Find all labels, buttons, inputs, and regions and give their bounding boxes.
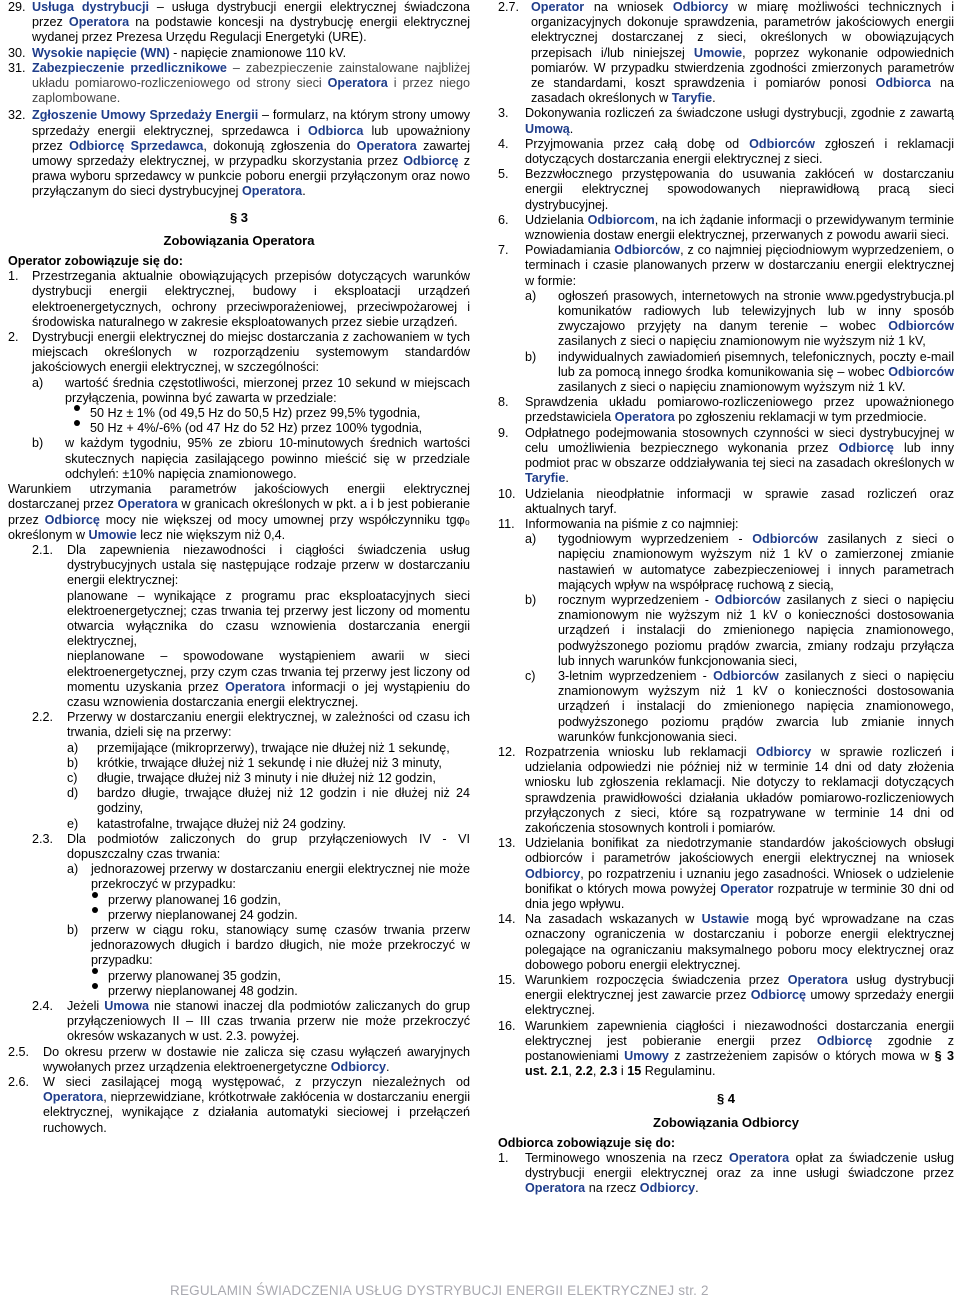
item-letter: b) [32, 436, 44, 451]
text: nieplanowane – spowodowane wystąpieniem awarii w sieci elektroenergetycznej, przy czym czas trwania tej przerwy jest liczony od momentu uzyskania przez [67, 649, 470, 694]
text: Przestrzegania aktualnie obowiązujących przepisów dotyczących warunków dystrybucji energii elektrycznej, budowy i eksploatacji urządzeń elektroenergetycznych, ochrony przeciwporażeniowej, przeciwpożarowej i środowiska naturalnego w zakresie eksploatowanych przez siebie urządzeń. [32, 269, 470, 329]
text: po zgłoszeniu reklamacji w tym przedmiocie. [674, 410, 927, 425]
text: przemijające (mikroprzerwy), trwające nie dłużej niż 1 sekundę, [97, 740, 450, 755]
section-number: § 3 [229, 209, 249, 225]
term: Odbiorcy [525, 866, 581, 881]
text: lecz nie większym niż 0,4. [136, 527, 286, 542]
text: Dystrybucji energii elektrycznej do miejsc dostarczania z zachowaniem w tych miejscach określonych w rozporządzeniu systemowym standardów jakościowych energii elektrycznej, w szczególności: [32, 330, 470, 375]
term: Operatora [225, 679, 286, 694]
text: przerwy nieplanowanej 24 godzin. [108, 907, 298, 922]
text: na zasadach określonych w [531, 76, 954, 106]
list-item [8, 756, 470, 771]
text: . [695, 1181, 699, 1196]
term: Odbiorcę [816, 1033, 873, 1048]
text: Przyjmowania przez całą dobę od [525, 136, 750, 151]
item-number: 2.2. [32, 710, 54, 725]
text: Sprawdzenia układu pomiarowo-rozliczeniowego przez upoważnionego przedstawiciela [525, 395, 954, 425]
obligation-9 [498, 426, 954, 487]
term: Odbiorców [888, 319, 954, 334]
section-4-heading [498, 1091, 954, 1129]
item-number: 2.7. [498, 0, 520, 14]
text: Udzielania [525, 212, 588, 227]
term: Operatora [728, 1151, 790, 1166]
text: informacji o jej wystąpieniu do czasu wznowienia dostarczania energii elektrycznej. [67, 679, 471, 709]
item-number: 13. [498, 836, 516, 851]
term: Odbiorcę [838, 440, 894, 455]
item-number: 2.3. [32, 831, 54, 846]
term: Odbiorców [752, 532, 818, 547]
text: . [712, 91, 716, 106]
text: i [617, 1064, 628, 1079]
text: Regulaminu. [641, 1064, 716, 1079]
page-footer: REGULAMIN ŚWIADCZENIA USŁUG DYSTRYBUCJI ENERGII ELEKTRYCZNEJ str. 2 [170, 1283, 709, 1298]
text: mogą być wprowadzane na czas oznaczony ograniczenia w dostarczaniu i poborze energii elektrycznej polegające na ograniczaniu maksymalnego poboru mocy elektrycznej oraz dobowego poboru energii elektrycznej. [525, 912, 954, 972]
item-number: 5. [498, 167, 509, 182]
text: zgodnie z postanowieniami [525, 1033, 954, 1064]
item-letter: c) [525, 668, 536, 683]
text: Bezzwłocznego przystępowania do usuwania zakłóceń w dostarczaniu energii elektrycznej spowodowanych nieprawidłową pracą sieci dystrybucyjnej. [525, 167, 954, 212]
term: Umową [525, 121, 570, 136]
definition-30 [8, 46, 470, 61]
subsection-2-3 [8, 832, 470, 862]
text: na wniosek [584, 0, 673, 14]
item-number: 15. [498, 973, 516, 987]
subsection-2-6 [8, 1075, 470, 1136]
item-letter: b) [67, 922, 79, 937]
term: Odbiorcę [44, 512, 100, 527]
subsection-2-2 [8, 710, 470, 740]
list-item [498, 669, 954, 745]
text: planowane – wynikające z programu prac eksploatacyjnych sieci elektroenergetycznej; czas trwania tej przerwy jest liczony od momentu otwarcia wyłącznika do czasu wznowienia dostarczania energii elektrycznej, [67, 588, 470, 649]
bullet-icon [74, 420, 80, 426]
text: bardzo długie, trwające dłużej niż 12 godzin i nie dłużej niż 24 godziny, [97, 786, 470, 816]
section-title: Zobowiązania Odbiorcy [653, 1114, 799, 1130]
text: z zastrzeżeniem zapisów o których mowa w [668, 1049, 935, 1064]
text: . [569, 121, 574, 136]
obligation-12 [498, 745, 954, 836]
text: zgłoszeń i reklamacji dotyczących dostarczania energii elektrycznej z sieci. [525, 136, 955, 167]
obligation-8 [498, 395, 954, 425]
text: Udzielania nieodpłatnie informacji w sprawie zasad rozliczeń oraz aktualnych taryf. [525, 486, 954, 516]
text: w każdym tygodniu, 95% ze zbioru 10-minutowych średnich wartości skutecznych napięcia zasilającego powinno mieścić się w przedziale odchyleń: ±10% napięcia znamionowego. [65, 436, 470, 481]
list-item [8, 771, 470, 786]
item-number: 1. [8, 269, 19, 284]
text: i przez niego zaplombowane. [32, 76, 471, 106]
reference: 15 [627, 1064, 642, 1079]
obligation-7 [498, 243, 954, 289]
item-letter: b) [67, 755, 79, 770]
item-number: 16. [498, 1018, 516, 1033]
text: . [386, 1059, 390, 1074]
item-number: 2.4. [32, 999, 54, 1013]
text: w sprawie rozliczeń i udzielania odpowiedzi nie później niż w terminie 14 dni od daty złożenia wniosku lub zgłoszenia reklamacji. Nie dotyczy to reklamacji dotyczących sprawdzenia prawidłowości działania układów pomiarowo-rozliczeniowych przyłączonych z sieci, które są rozpatrywane w terminie 14 dni od zakończenia stosownych kontroli i pomiarów. [525, 744, 954, 835]
term: Zgłoszenie Umowy Sprzedaży Energii [32, 108, 259, 123]
item-number: 8. [498, 395, 509, 410]
text: na podstawie koncesji na dystrybucję energii elektrycznej wydanej przez Prezesa Urzędu Regulacji Energetyki (URE). [32, 15, 471, 45]
subsection-2-5 [8, 1045, 470, 1075]
term: Odbiorcę [750, 988, 807, 1003]
text: ogłoszeń prasowych, internetowych na stronie www.pgedystrybucja.pl komunikatów radiowych lub telewizyjnych lub w inny sposób zwyczajowo przyjęty na danym terenie – wobec [558, 288, 954, 334]
item-number: 30. [8, 45, 26, 60]
section-number: § 4 [716, 1091, 736, 1107]
term: Taryfie [525, 471, 566, 486]
item-number: 12. [498, 744, 516, 759]
text: przerw w ciągu roku, stanowiący sumę czasów trwania przerw jednorazowych długich i bardzo długich, nie może przekroczyć w przypadku: [91, 922, 470, 968]
definition-31 [8, 61, 470, 107]
text: Dokonywania rozliczeń za świadczone usługi dystrybucji, zgodnie z zawartą [525, 106, 954, 121]
item-number: 6. [498, 212, 509, 227]
bullet-icon [92, 968, 98, 974]
obligation-10 [498, 487, 954, 517]
obligation-5 [498, 167, 954, 213]
text: Przerwy w dostarczaniu energii elektrycznej, w zależności od czasu ich trwania, dzieli się na przerwy: [67, 710, 470, 740]
text: Na zasadach wskazanych w [525, 912, 702, 927]
text: , na ich żądanie informacji o przewidywanym terminie wznowienia dostaw energii elektrycznej, przerwanych z powodu awarii sieci. [525, 212, 954, 243]
bullet-item [8, 893, 470, 908]
term: Odbiorcę [403, 154, 459, 169]
term: Operatora [43, 1090, 104, 1105]
item-letter: a) [67, 740, 79, 755]
recipient-obligation-1 [498, 1151, 954, 1197]
term: Odbiorcy [330, 1059, 387, 1074]
text: krótkie, trwające dłużej niż 1 sekundę i nie dłużej niż 3 minuty, [97, 755, 442, 770]
text: indywidualnych zawiadomień pisemnych, telefonicznych, poczty e-mail lub za pomocą innego środka komunikowania się – wobec [558, 349, 954, 379]
text: , [568, 1064, 576, 1079]
term: Odbiorców [888, 364, 954, 379]
text: . [302, 184, 306, 199]
recipient-intro: Odbiorca zobowiązuje się do: [498, 1135, 676, 1150]
item-letter: a) [67, 862, 79, 877]
obligation-13 [498, 836, 954, 912]
text: 3-letnim wyprzedzeniem - [558, 668, 714, 683]
obligation-3 [498, 106, 954, 136]
term: Taryfie [671, 91, 713, 106]
term: Operatora [356, 138, 417, 153]
obligation-2b [8, 436, 470, 482]
text: wartość średnia częstotliwości, mierzonej przez 10 sekund w miejscach przyłączenia, powinna być zawarta w przedziale: [65, 375, 470, 405]
text: Jeżeli [67, 999, 105, 1013]
text: Odpłatnego podejmowania stosownych czynności w sieci dystrybucyjnej w celu umożliwienia bezpiecznego wykonania przez [525, 425, 954, 455]
list-item [8, 786, 470, 816]
text: , nieprzewidziane, krótkotrwałe zakłócenia w dostarczaniu energii elektrycznej, wynikające z działania automatyki sieciowej i przełączeń ruchowych. [43, 1090, 470, 1135]
text: zasilanych z sieci o napięciu znamionowym wyższym niż 1 kV o zamierzonej zmianie nastawień w automatyce zabezpieczeniowej i innych parametrach mających wpływ na współpracę ruchową z siecią, [558, 532, 954, 592]
term: Zabezpieczenie przedlicznikowe [32, 60, 227, 75]
left-column [8, 0, 470, 1136]
term: Umowy [624, 1049, 669, 1064]
term: Operatora [525, 1181, 586, 1196]
term: Odbiorców [614, 243, 681, 258]
term: Ustawie [701, 912, 750, 927]
definition-32 [8, 108, 470, 199]
text: w granicach określonych w pkt. a i b jest pobieranie przez [8, 497, 470, 527]
obligation-14 [498, 912, 954, 973]
list-item [8, 741, 470, 756]
text: długie, trwające dłużej niż 3 minuty i nie dłużej niż 12 godzin, [97, 770, 436, 785]
term: Operatora [327, 76, 388, 91]
text: z prawa wyboru sprzedawcy w punkcie poboru energii przyłączonym oraz nowo przyłączanym do sieci dystrybucyjnej [32, 154, 471, 199]
text: – usługa dystrybucji energii elektrycznej świadczona przez [32, 0, 470, 30]
definition-29 [8, 0, 470, 46]
term: Usługa dystrybucji [32, 0, 150, 14]
item-number: 2.1. [32, 542, 54, 557]
text: , z co najmniej pięciodniowym wyprzedzeniem, o terminach i czasie planowanych przerw w dostarczaniu energii elektrycznej w formie: [525, 243, 954, 288]
term: Odbiorca [308, 123, 364, 138]
list-item [498, 350, 954, 396]
item-letter: a) [32, 375, 44, 390]
reference: 2.3 [599, 1064, 618, 1079]
text: przerwy planowanej 35 godzin, [108, 968, 281, 983]
text: zasilanych z sieci o napięciu znamionowym nie wyższym niż 1 kV, [558, 334, 926, 349]
item-number: 29. [8, 0, 26, 14]
term: Umowa [104, 999, 150, 1013]
text: Udzielania bonifikat za niedotrzymanie standardów jakościowych obsługi odbiorców i parametrów jakościowych energii elektrycznej na wniosek [525, 836, 954, 866]
obligation-2 [8, 330, 470, 376]
term: Operator [720, 881, 774, 896]
bullet-item [8, 421, 470, 436]
text: , po rozpatrzeniu i uznaniu jego zasadności. Wniosek o udzielenie bonifikat o których mowa powyżej [525, 866, 954, 896]
term: Odbiorcy [755, 744, 812, 759]
bullet-icon [92, 983, 98, 989]
text: 50 Hz + 4%/-6% (od 47 Hz do 52 Hz) przez 100% tygodnia, [90, 421, 423, 436]
right-column [498, 0, 954, 1197]
text: zawartej umowy sprzedaży elektrycznej, w przypadku skorzystania przez [32, 138, 470, 169]
text: zasilanych z sieci o napięciu znamionowym nie wyższym niż 1 kV o konieczności dostosowania urządzeń i instalacji do zmienionego napięcia znamionowego, podwyższonego poziomu prądów zwarcia, zmiany rodzaju przyłącza lub innych warunków funkcjonowania sieci, [558, 592, 954, 668]
text: Warunkiem zapewnienia ciągłości i niezawodności dostarczania energii elektrycznej jest pobieranie energii przez [525, 1018, 954, 1048]
item-letter: a) [525, 532, 537, 547]
operator-intro: Operator zobowiązuje się do: [8, 254, 183, 269]
list-item [8, 817, 470, 832]
term: Umowie [88, 527, 137, 542]
text: , [592, 1064, 600, 1079]
obligation-15 [498, 973, 954, 1019]
term: Operatora [117, 497, 178, 512]
item-number: 10. [498, 486, 516, 501]
text: zasilanych z sieci o napięciu znamionowym wyższym niż 1 kV o konieczności dostosowania urządzeń i instalacji do zmienionego napięcia znamionowego, podwyższonego poziomu prądów zwarcia lub zmianie innych warunków funkcjonowania sieci. [558, 668, 955, 744]
item-letter: a) [525, 288, 537, 303]
list-item [8, 923, 470, 969]
text: , dokonują zgłoszenia do [203, 138, 357, 153]
term: Operatora [614, 410, 675, 425]
text: w miarę możliwości technicznych i organizacyjnych dokonuje sprawdzenia, parametrów jakościowych energii elektrycznej dostarczanej z sieci, określonych w obowiązujących przepisach i/lub niniejszej [531, 0, 954, 60]
list-item [8, 862, 470, 892]
text: Dla podmiotów zaliczonych do grup przyłączeniowych IV - VI dopuszczalny czas trwania: [67, 831, 470, 861]
item-letter: b) [525, 349, 537, 364]
text: W sieci zasilającej mogą występować, z przyczyn niezależnych od [43, 1075, 470, 1090]
term: Odbiorca [875, 76, 931, 91]
list-item [498, 532, 954, 593]
section-3-heading [8, 210, 470, 248]
bullet-item [8, 969, 470, 984]
section-title: Zobowiązania Operatora [163, 232, 315, 248]
obligation-6 [498, 213, 954, 243]
item-number: 32. [8, 108, 26, 123]
item-letter: b) [525, 592, 537, 607]
item-letter: e) [67, 816, 79, 831]
text: lub upoważniony przez [32, 123, 471, 153]
reference: 2.2 [575, 1064, 593, 1079]
item-number: 11. [498, 516, 515, 531]
text: lub inny podmiot prac w obszarze oddziaływania tej sieci na zasadach określonych w [525, 440, 954, 471]
reference: § 3 ust. 2.1 [525, 1049, 954, 1079]
list-item [498, 289, 954, 350]
text: nie stanowi inaczej dla podmiotów zaliczanych do grup przyłączeniowych II – III czas trwania przerw nie może przekroczyć okresów wskazanych w ust. 2.3. powyżej. [67, 999, 470, 1044]
obligation-16 [498, 1019, 954, 1080]
bullet-icon [74, 405, 80, 411]
text: usług dystrybucji energii elektrycznej jest zawarcie przez [525, 973, 954, 1003]
item-letter: c) [67, 770, 78, 785]
item-number: 31. [8, 60, 26, 75]
text: Powiadamiania [525, 243, 615, 258]
text: przerwy planowanej 16 godzin, [108, 892, 281, 907]
text: tygodniowym wyprzedzeniem - [558, 532, 753, 547]
text: Warunkiem utrzymania parametrów jakościowych energii elektrycznej dostarczanej przez [8, 482, 470, 512]
item-number: 1. [498, 1151, 509, 1166]
subsection-2-7 [498, 0, 954, 106]
item-number: 2.6. [8, 1075, 30, 1090]
obligation-4 [498, 137, 954, 167]
bullet-icon [92, 892, 98, 898]
text: zasilanych z sieci o napięciu znamionowym wyższym niż 1 kV. [558, 380, 906, 395]
text: katastrofalne, trwające dłużej niż 24 godziny. [97, 816, 346, 831]
term: Operator [531, 0, 585, 14]
text: – formularz, na którym strony umowy sprzedaży energii elektrycznej, sprzedawca i [32, 108, 470, 138]
item-letter: d) [67, 786, 79, 801]
term: Odbiorców [713, 668, 779, 683]
obligation-1 [8, 269, 470, 330]
item-number: 9. [498, 425, 509, 440]
item-number: 14. [498, 912, 516, 927]
text: przerwy nieplanowanej 48 godzin. [108, 983, 298, 998]
term: Operatora [787, 973, 848, 987]
condition-paragraph [8, 482, 470, 543]
text: umowy sprzedaży energii elektrycznej. [525, 988, 954, 1018]
obligation-11 [498, 517, 954, 532]
text: rocznym wyprzedzeniem - [558, 592, 715, 607]
text: - napięcie znamionowe 110 kV. [169, 45, 347, 60]
bullet-item [8, 984, 470, 999]
term: Operatora [68, 15, 130, 30]
item-number: 7. [498, 243, 509, 258]
text: rozpatruje w terminie 30 dni od dnia jego wpływu. [525, 881, 954, 911]
subsection-2-4 [8, 999, 470, 1045]
obligation-2a [8, 376, 470, 406]
term: Odbiorcy [639, 1181, 696, 1196]
text: na rzecz [585, 1181, 640, 1196]
term: Odbiorców [749, 136, 815, 151]
item-number: 4. [498, 136, 509, 151]
bullet-item [8, 908, 470, 923]
term: Wysokie napięcie (WN) [32, 45, 170, 60]
term: Umowie [693, 45, 743, 60]
text: Rozpatrzenia wniosku lub reklamacji [525, 744, 756, 759]
text: opłat za świadczenie usług dystrybucji energii elektrycznej oraz za inne usługi świadczone przez [525, 1151, 954, 1181]
text: 50 Hz ± 1% (od 49,5 Hz do 50,5 Hz) przez 99,5% tygodnia, [90, 406, 421, 421]
bullet-item [8, 406, 470, 421]
term: Operatora [241, 184, 303, 199]
term: Odbiorcy [672, 0, 729, 14]
list-item [498, 593, 954, 669]
text: Warunkiem rozpoczęcia świadczenia przez [525, 973, 788, 987]
term: Odbiorcom [587, 212, 655, 227]
text: jednorazowej przerwy w dostarczaniu energii elektrycznej nie może przekroczyć w przypadku: [91, 862, 470, 892]
text: Informowania na piśmie z co najmniej: [525, 516, 739, 531]
text: Terminowego wnoszenia na rzecz [525, 1151, 729, 1166]
term: Odbiorców [714, 592, 781, 607]
bullet-icon [92, 907, 98, 913]
item-number: 2. [8, 330, 19, 345]
text: . [565, 471, 569, 486]
item-number: 3. [498, 106, 509, 121]
text: mocy nie większej od mocy umownej przy współczynniku tgφ₀ określonym w [8, 512, 471, 542]
subsection-2-1 [8, 543, 470, 710]
text: Do okresu przerw w dostawie nie zalicza się czasu wyłączeń awaryjnych wywołanych przez urządzenia elektroenergetyczne [43, 1044, 470, 1074]
text: Dla zapewnienia niezawodności i ciągłości świadczenia usług dystrybucyjnych ustala się następujące rodzaje przerw w dostarczaniu energii elektrycznej: [67, 542, 470, 588]
item-number: 2.5. [8, 1044, 30, 1059]
term: Odbiorcę Sprzedawca [69, 138, 204, 153]
text: – zabezpieczenie zainstalowane najbliżej układu pomiarowo-rozliczeniowego od strony sieci [32, 60, 470, 91]
text: , poprzez wykonanie odpowiednich pomiarów. W przypadku stwierdzenia zgodności zmierzonych parametrów ze standardami, koszt sprawdzenia i pomiarów ponosi [531, 45, 954, 91]
